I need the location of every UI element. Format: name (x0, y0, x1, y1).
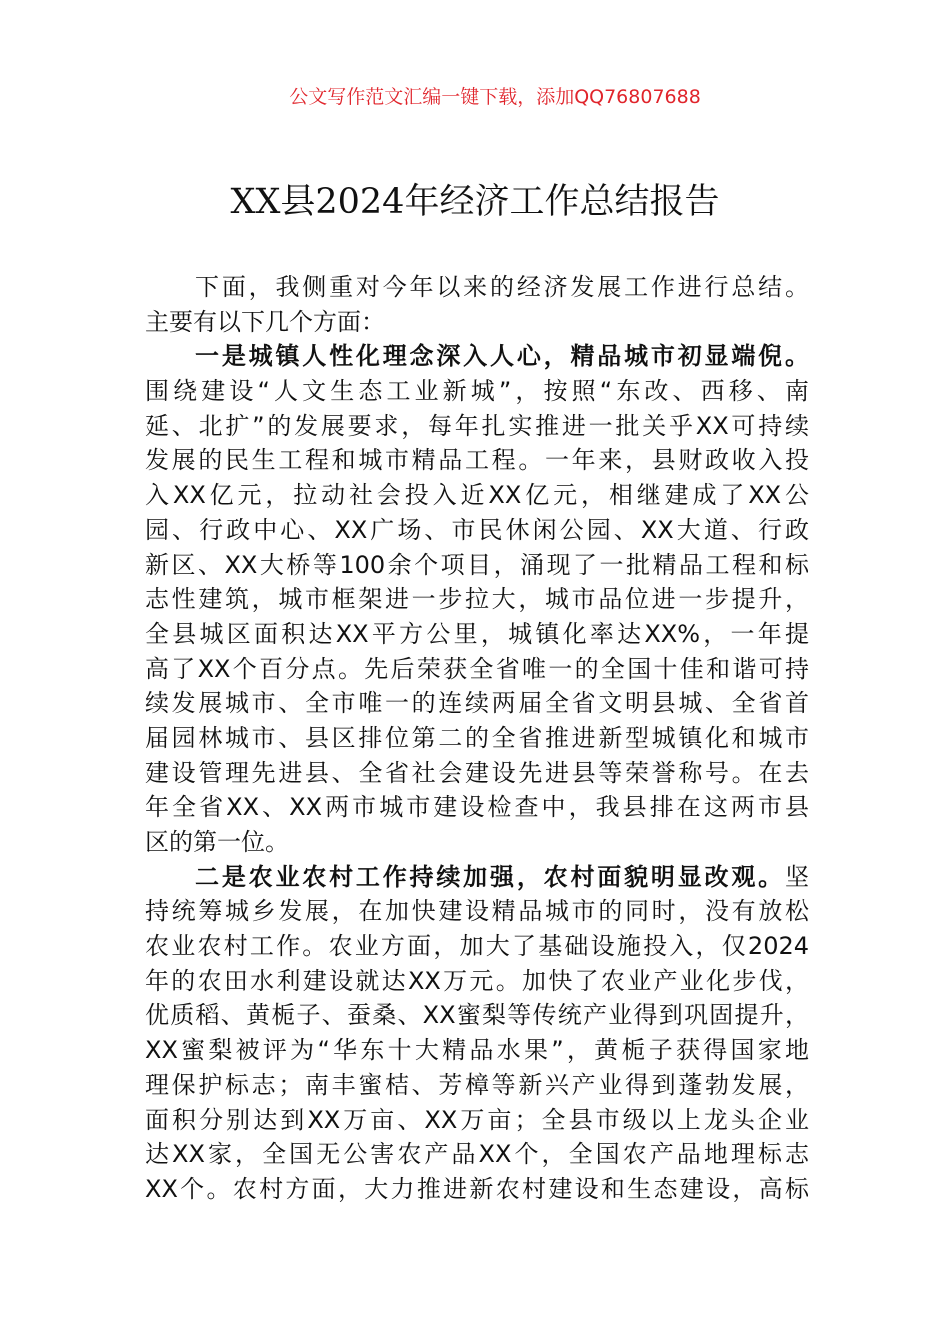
line-text: 理保护标志；南丰蜜桔、芳樟等新兴产业得到蓬勃发展， (145, 1070, 809, 1099)
line-text: 优质稻、黄栀子、蚕桑、XX蜜梨等传统产业得到巩固提升， (145, 1001, 809, 1030)
text-line (145, 929, 809, 964)
text-line (145, 1103, 809, 1138)
line-text: 延、北扩”的发展要求，每年扎实推进一批关乎XX可持续 (145, 411, 809, 440)
line-text: 主要有以下几个方面： (145, 307, 385, 336)
text-line (145, 686, 809, 721)
text-line (145, 1172, 809, 1207)
line-text: 志性建筑，城市框架进一步拉大，城市品位进一步提升， (145, 585, 809, 614)
line-text: 农业农村工作。农业方面，加大了基础设施投入，仅2024 (145, 932, 809, 961)
text-line (145, 339, 809, 374)
line-text: 届园林城市、县区排位第二的全省推进新型城镇化和城市 (145, 723, 809, 752)
text-line (145, 1068, 809, 1103)
line-text: 坚 (785, 862, 809, 891)
text-line (145, 582, 809, 617)
line-text: 新区、XX大桥等100余个项目，涌现了一批精品工程和标 (145, 550, 809, 579)
line-text: 达XX家，全国无公害农产品XX个，全国农产品地理标志 (145, 1140, 809, 1169)
text-line (145, 756, 809, 791)
line-text: 园、行政中心、XX广场、市民休闲公园、XX大道、行政 (145, 515, 809, 544)
text-line (145, 1033, 809, 1068)
line-text: 续发展城市、全市唯一的连续两届全省文明县城、全省首 (145, 689, 809, 718)
text-line (145, 790, 809, 825)
line-text: 下面，我侧重对今年以来的经济发展工作进行总结。 (195, 273, 809, 301)
line-text: 区的第一位。 (145, 828, 289, 856)
text-line (145, 270, 809, 305)
line-text: 建设管理先进县、全省社会建设先进县等荣誉称号。在去 (145, 758, 809, 787)
text-line (145, 964, 809, 999)
document-body (145, 270, 809, 1207)
text-line (145, 998, 809, 1033)
line-text: 全县城区面积达XX平方公里，城镇化率达XX%，一年提 (145, 619, 809, 648)
document-title: XX县2024年经济工作总结报告 (230, 182, 720, 222)
line-text: 高了XX个百分点。先后荣获全省唯一的全国十佳和谐可持 (145, 654, 809, 683)
line-text: 发展的民生工程和城市精品工程。一年来，县财政收入投 (145, 446, 809, 475)
text-line (145, 513, 809, 548)
line-text: XX个。农村方面，大力推进新农村建设和生态建设，高标 (145, 1174, 809, 1203)
line-text: 年全省XX、XX两市城市建设检查中，我县排在这两市县 (145, 793, 809, 822)
line-text: 入XX亿元，拉动社会投入近XX亿元，相继建成了XX公 (145, 481, 809, 510)
text-line (145, 374, 809, 409)
line-text: 围绕建设“人文生态工业新城”，按照“东改、西移、南 (145, 377, 809, 406)
line-text: 面积分别达到XX万亩、XX万亩；全县市级以上龙头企业 (145, 1105, 809, 1134)
text-line (145, 305, 809, 340)
text-line (145, 548, 809, 583)
line-text: XX蜜梨被评为“华东十大精品水果”，黄栀子获得国家地 (145, 1036, 809, 1065)
text-line (145, 860, 809, 895)
text-line (145, 825, 809, 860)
text-line (145, 721, 809, 756)
line-text: 持统筹城乡发展，在加快建设精品城市的同时，没有放松 (145, 897, 809, 926)
text-line (145, 443, 809, 478)
text-line (145, 652, 809, 687)
bold-heading: 一是城镇人性化理念深入人心，精品城市初显端倪。 (195, 342, 809, 371)
watermark-banner: 公文写作范文汇编一键下载，添加QQ76807688 (289, 86, 701, 108)
text-line (145, 1137, 809, 1172)
text-line (145, 894, 809, 929)
text-line (145, 617, 809, 652)
text-line (145, 409, 809, 444)
bold-heading: 二是农业农村工作持续加强，农村面貌明显改观。 (195, 862, 785, 891)
line-text: 年的农田水利建设就达XX万元。加快了农业产业化步伐， (145, 966, 809, 995)
text-line (145, 478, 809, 513)
